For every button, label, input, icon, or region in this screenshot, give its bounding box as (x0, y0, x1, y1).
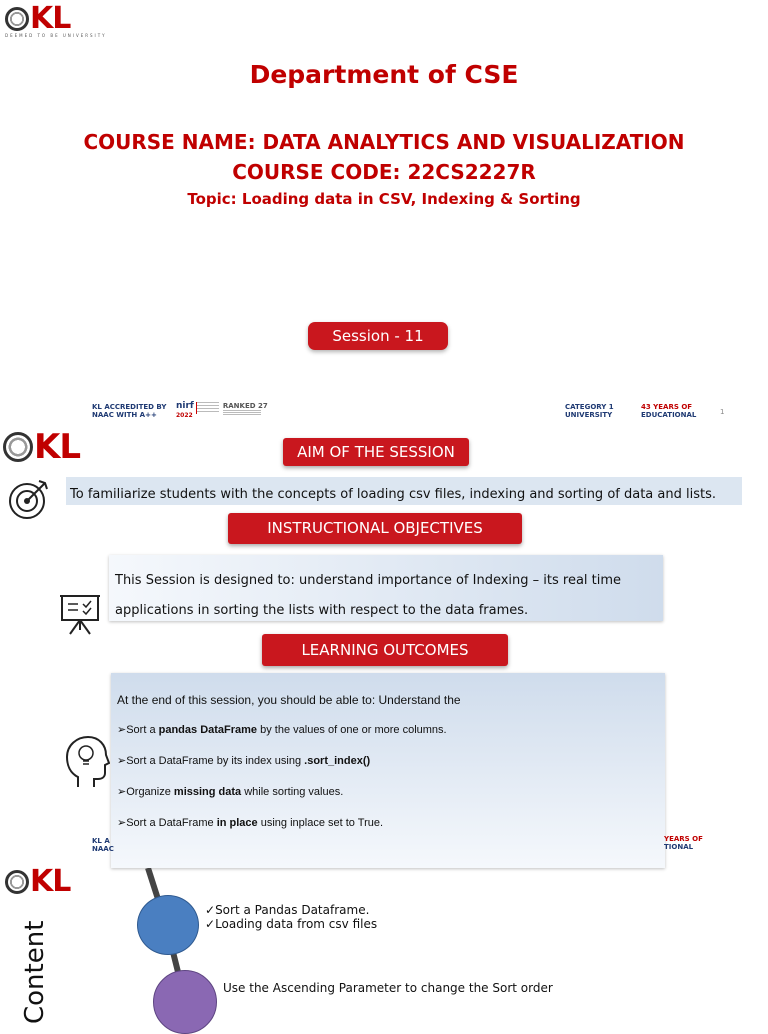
footer-partial-right (664, 835, 703, 851)
presentation-board-icon (58, 592, 104, 636)
page-number: 1 (720, 408, 725, 416)
rank-subtext (223, 410, 261, 415)
nirf-year: 2022 (176, 412, 193, 419)
footer-category (565, 403, 614, 419)
timeline-node-1 (137, 895, 199, 955)
footer-university-label: UNIVERSITY (565, 411, 613, 419)
footer-years-label: 43 YEARS OF (641, 403, 693, 411)
footer-naac: NAAC WITH A++ (92, 411, 157, 419)
outcome-text: Sort a DataFrame (126, 817, 217, 829)
objectives-line-1: This Session is designed to: understand importance of Indexing – its real time (115, 573, 622, 588)
outcome-bold: in place (216, 817, 258, 829)
footer-educational-label: EDUCATIONAL (641, 411, 697, 419)
aim-title-banner: AIM OF THE SESSION (283, 438, 469, 466)
head-lightbulb-icon (64, 735, 110, 789)
content-vertical-title (20, 908, 60, 1024)
kl-logo-slide3 (5, 864, 71, 899)
footer-partial-left (92, 837, 114, 853)
department-title: Department of CSE (249, 60, 519, 89)
kl-logo-slide2 (3, 427, 81, 467)
outcome-text: by the values of one or more columns. (257, 724, 447, 736)
nirf-text-block (196, 402, 219, 414)
session-badge: Session - 11 (308, 322, 448, 350)
content-item-1-line-2: Loading data from csv files (215, 917, 378, 931)
content-item-1 (205, 903, 377, 931)
target-icon (7, 477, 51, 521)
objectives-box (109, 555, 663, 621)
footer-partial-years: YEARS OF (664, 835, 703, 843)
outcome-item (117, 723, 447, 736)
content-item-1-line-1: Sort a Pandas Dataframe. (215, 903, 370, 917)
outcomes-intro: At the end of this session, you should be able to: Understand the (117, 693, 461, 707)
nirf-rank: RANKED 27 (222, 402, 268, 410)
outcomes-box (111, 673, 665, 868)
aim-text: To familiarize students with the concepts of loading csv files, indexing and sorting of data and lists. (66, 477, 742, 505)
footer-years (641, 403, 696, 419)
logo-mark: KL (34, 427, 81, 467)
check-icon: ✓ (205, 903, 216, 917)
outcome-item (117, 816, 383, 829)
arrow-bullet-icon: ➢ (117, 786, 127, 798)
arrow-bullet-icon: ➢ (117, 817, 127, 829)
content-title-text: Content (20, 920, 50, 1024)
check-icon: ✓ (205, 917, 216, 931)
university-seal-icon (5, 7, 29, 31)
outcome-text: while sorting values. (241, 786, 344, 798)
content-item-2: Use the Ascending Parameter to change the Sort order (223, 981, 553, 995)
footer-partial-naac: NAAC (92, 845, 114, 853)
outcome-text: Sort a (126, 724, 159, 736)
footer-nirf (176, 402, 268, 420)
outcome-text: using inplace set to True. (257, 817, 384, 829)
footer-kl-accredited: KL ACCREDITED BY (92, 403, 167, 411)
outcome-text: Organize (126, 786, 174, 798)
footer-partial-kl: KL A (92, 837, 110, 845)
logo-subtitle: DEEMED TO BE UNIVERSITY (5, 33, 107, 38)
footer-category-label: CATEGORY 1 (565, 403, 614, 411)
university-seal-icon (3, 432, 33, 462)
outcome-bold: .sort_index() (304, 755, 371, 767)
logo-mark: KL (30, 1, 71, 36)
outcome-bold: pandas DataFrame (158, 724, 258, 736)
outcomes-title-banner: LEARNING OUTCOMES (262, 634, 508, 666)
slide-footer (0, 398, 768, 422)
arrow-bullet-icon: ➢ (117, 724, 127, 736)
kl-logo (5, 1, 107, 38)
university-seal-icon (5, 870, 29, 894)
course-code: COURSE CODE: 22CS2227R (232, 160, 536, 184)
logo-mark: KL (30, 864, 71, 899)
footer-accreditation (92, 403, 166, 419)
outcome-text: Sort a DataFrame by its index using (126, 755, 305, 767)
outcome-item (117, 785, 343, 798)
nirf-logo-text: nirf (176, 401, 194, 411)
timeline-node-2 (153, 970, 217, 1034)
arrow-bullet-icon: ➢ (117, 755, 127, 767)
outcome-bold: missing data (173, 786, 242, 798)
footer-partial-educational: TIONAL (664, 843, 694, 851)
objectives-title-banner: INSTRUCTIONAL OBJECTIVES (228, 513, 522, 544)
objectives-line-2: applications in sorting the lists with respect to the data frames. (115, 603, 529, 618)
course-name: COURSE NAME: DATA ANALYTICS AND VISUALIZATION (83, 130, 685, 154)
topic-title: Topic: Loading data in CSV, Indexing & Sorting (187, 190, 581, 208)
outcome-item (117, 754, 370, 767)
